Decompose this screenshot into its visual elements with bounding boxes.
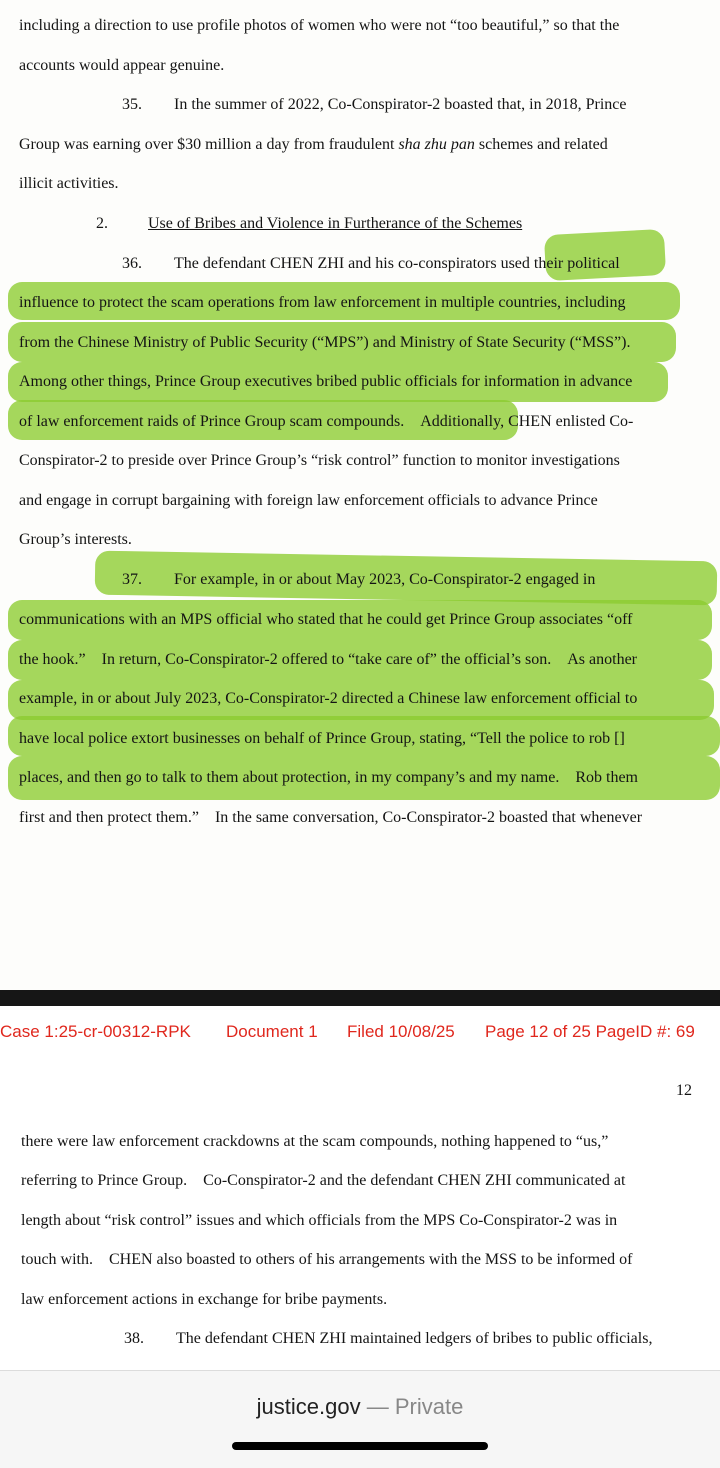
paragraph-38-start: 38. The defendant CHEN ZHI maintained ledgers of bribes to public officials, [124, 1330, 653, 1347]
text-line: example, in or about July 2023, Co-Conspirator-2 directed a Chinese law enforcement official to [19, 690, 638, 707]
text-line: length about “risk control” issues and which officials from the MPS Co-Conspirator-2 was in [21, 1212, 618, 1229]
text-line: have local police extort businesses on behalf of Prince Group, stating, “Tell the police to rob [] [19, 730, 625, 747]
text-line: law enforcement actions in exchange for bribe payments. [21, 1291, 388, 1308]
address-bar[interactable] [0, 1394, 720, 1420]
text-line: accounts would appear genuine. [19, 57, 225, 74]
page-id: Page 12 of 25 PageID #: 69 [485, 1022, 695, 1041]
case-number: Case 1:25-cr-00312-RPK [0, 1022, 191, 1041]
private-mode-label: Private [394, 1394, 464, 1419]
document-number: Document 1 [226, 1022, 318, 1041]
page-number: 12 [676, 1082, 692, 1099]
text-line: touch with. CHEN also boasted to others of his arrangements with the MSS to be informed of [21, 1251, 633, 1268]
case-header [0, 1022, 720, 1046]
paragraph-37-start: 37. For example, in or about May 2023, Co-Conspirator-2 engaged in [122, 571, 596, 588]
section-heading: Use of Bribes and Violence in Furtherance of the Schemes [148, 215, 523, 232]
text-line: first and then protect them.” In the same conversation, Co-Conspirator-2 boasted that whenever [19, 809, 643, 826]
section-number: 2. [96, 215, 108, 232]
text-line: from the Chinese Ministry of Public Security (“MPS”) and Ministry of State Security (“MSS”). [19, 334, 631, 351]
text-line: Group’s interests. [19, 531, 132, 548]
text-line: the hook.” In return, Co-Conspirator-2 offered to “take care of” the official’s son. As another [19, 651, 637, 668]
text-line: illicit activities. [19, 175, 119, 192]
url-domain[interactable]: justice.gov [256, 1394, 361, 1419]
filed-date: Filed 10/08/25 [347, 1022, 455, 1041]
url-separator: — [360, 1394, 395, 1419]
paragraph-35-start: 35. In the summer of 2022, Co-Conspirator-2 boasted that, in 2018, Prince [122, 96, 627, 113]
text-line: places, and then go to talk to them about protection, in my company’s and my name. Rob them [19, 769, 638, 786]
home-indicator[interactable] [232, 1442, 488, 1450]
text-line: referring to Prince Group. Co-Conspirator-2 and the defendant CHEN ZHI communicated at [21, 1172, 626, 1189]
text-line: including a direction to use profile photos of women who were not “too beautiful,” so that the [19, 17, 620, 34]
text-line: and engage in corrupt bargaining with foreign law enforcement officials to advance Prince [19, 492, 598, 509]
page-divider [0, 990, 720, 1006]
text-line: of law enforcement raids of Prince Group scam compounds. Additionally, CHEN enlisted Co- [19, 413, 634, 430]
text-line: there were law enforcement crackdowns at the scam compounds, nothing happened to “us,” [21, 1133, 609, 1150]
text-line: Among other things, Prince Group executives bribed public officials for information in advance [19, 373, 633, 390]
text-line: communications with an MPS official who stated that he could get Prince Group associates “off [19, 611, 633, 628]
paragraph-36-start: 36. The defendant CHEN ZHI and his co-conspirators used their political [122, 255, 620, 272]
text-line: Group was earning over $30 million a day from fraudulent sha zhu pan schemes and related [19, 136, 608, 153]
text-line: Conspirator-2 to preside over Prince Group’s “risk control” function to monitor investigations [19, 452, 620, 469]
text-line: influence to protect the scam operations from law enforcement in multiple countries, including [19, 294, 626, 311]
